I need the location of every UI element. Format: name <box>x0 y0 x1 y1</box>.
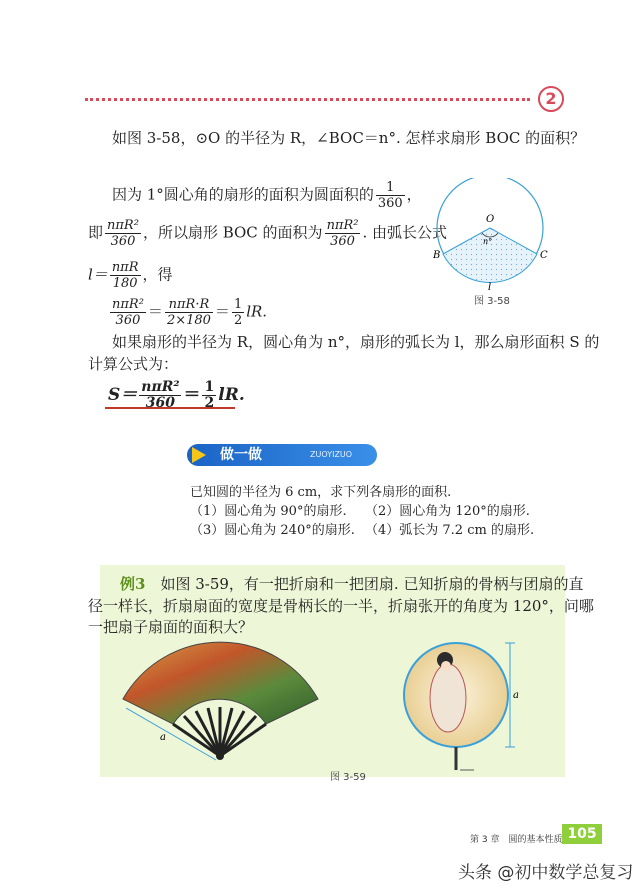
fraction-arc-length: $\frac{\text{nπR}}{180}$ <box>111 260 139 291</box>
dotted-divider <box>85 98 530 101</box>
fraction-1-over-360: $\frac{1}{360}$ <box>377 180 403 211</box>
question-text: 如图 3-58，⊙O 的半径为 R，∠BOC＝n°. 怎样求扇形 BOC 的面积？ <box>112 129 586 147</box>
activity-subtitle: ZUOYIZUO <box>310 450 353 459</box>
banner-arrow-icon <box>192 447 206 463</box>
page-number: 105 <box>562 824 602 844</box>
figure-face <box>441 661 451 671</box>
label-c: C <box>540 250 548 261</box>
example-line-1: 例3 如图 3-59，有一把折扇和一把团扇. 已知折扇的骨柄与团扇的直 <box>120 575 584 593</box>
section-number-badge: 2 <box>538 86 564 112</box>
figure-robe <box>430 664 466 732</box>
sector-area-formula: S＝ $\frac{\text{nπR²}}{360}$ ＝ $\frac{1}{2}$ lR. <box>108 379 245 411</box>
label-b: B <box>433 250 441 261</box>
explanation-line-4: $\frac{\text{nπR²}}{360}$ ＝ $\frac{\text{nπR·R}}{2\times 180}$ ＝ $\frac{1}{2}$ lR. <box>112 297 268 328</box>
paragraph-2-line-1: 如果扇形的半径为 R，圆心角为 n°，扇形的弧长为 l，那么扇形面积 S 的 <box>112 333 600 351</box>
activity-intro: 已知圆的半径为 6 cm，求下列各扇形的面积. <box>190 485 452 500</box>
folding-fan-illustration <box>118 636 328 766</box>
source-watermark: 头条 @初中数学总复习 <box>458 863 634 883</box>
figure-3-58 <box>430 178 555 298</box>
activity-title: 做一做 <box>220 447 262 463</box>
fraction-npir2-360: $\frac{\text{nπR²}}{360}$ <box>107 218 139 249</box>
activity-item-2: （2）圆心角为 120°的扇形. <box>365 504 530 519</box>
example-line-2: 径一样长，折扇扇面的宽度是骨柄长的一半，折扇张开的角度为 120°，问哪 <box>88 597 594 615</box>
formula-underline <box>105 407 235 409</box>
paragraph-2-line-2: 计算公式为： <box>88 355 179 373</box>
activity-item-3: （3）圆心角为 240°的扇形. <box>190 523 355 538</box>
figure-3-59-caption: 图 3-59 <box>330 772 366 783</box>
round-fan-illustration <box>390 630 540 780</box>
explanation-line-3: l＝ $\frac{\text{nπR}}{180}$ ，得 <box>88 260 173 291</box>
fan-label-a: a <box>160 732 166 743</box>
label-n-degrees: n° <box>483 237 493 246</box>
explanation-line-1: 因为 1°圆心角的扇形的面积为圆面积的 $\frac{1}{360}$ ， <box>112 180 422 211</box>
fan-ribs <box>173 707 266 756</box>
activity-item-4: （4）弧长为 7.2 cm 的扇形. <box>365 523 535 538</box>
figure-3-58-caption: 图 3-58 <box>474 296 510 307</box>
line1-pre: 因为 1°圆心角的扇形的面积为圆面积的 <box>112 185 374 204</box>
explanation-line-2: 即 $\frac{\text{nπR²}}{360}$ ，所以扇形 BOC 的面积为 $\frac{\text{nπR²}}{360}$ . 由弧长公式 <box>88 218 448 249</box>
label-o: O <box>486 214 495 225</box>
fraction-npir2-360-b: $\frac{\text{nπR²}}{360}$ <box>326 218 359 249</box>
example-line-3: 一把扇子扇面的面积大？ <box>88 618 254 636</box>
label-l: l <box>488 282 492 293</box>
chapter-footer: 第 3 章 圆的基本性质 <box>470 835 563 845</box>
round-fan-label-a: a <box>513 690 519 701</box>
activity-item-1: （1）圆心角为 90°的扇形. <box>190 504 347 519</box>
example-label: 例3 <box>120 575 146 593</box>
fan-pivot <box>216 752 224 760</box>
